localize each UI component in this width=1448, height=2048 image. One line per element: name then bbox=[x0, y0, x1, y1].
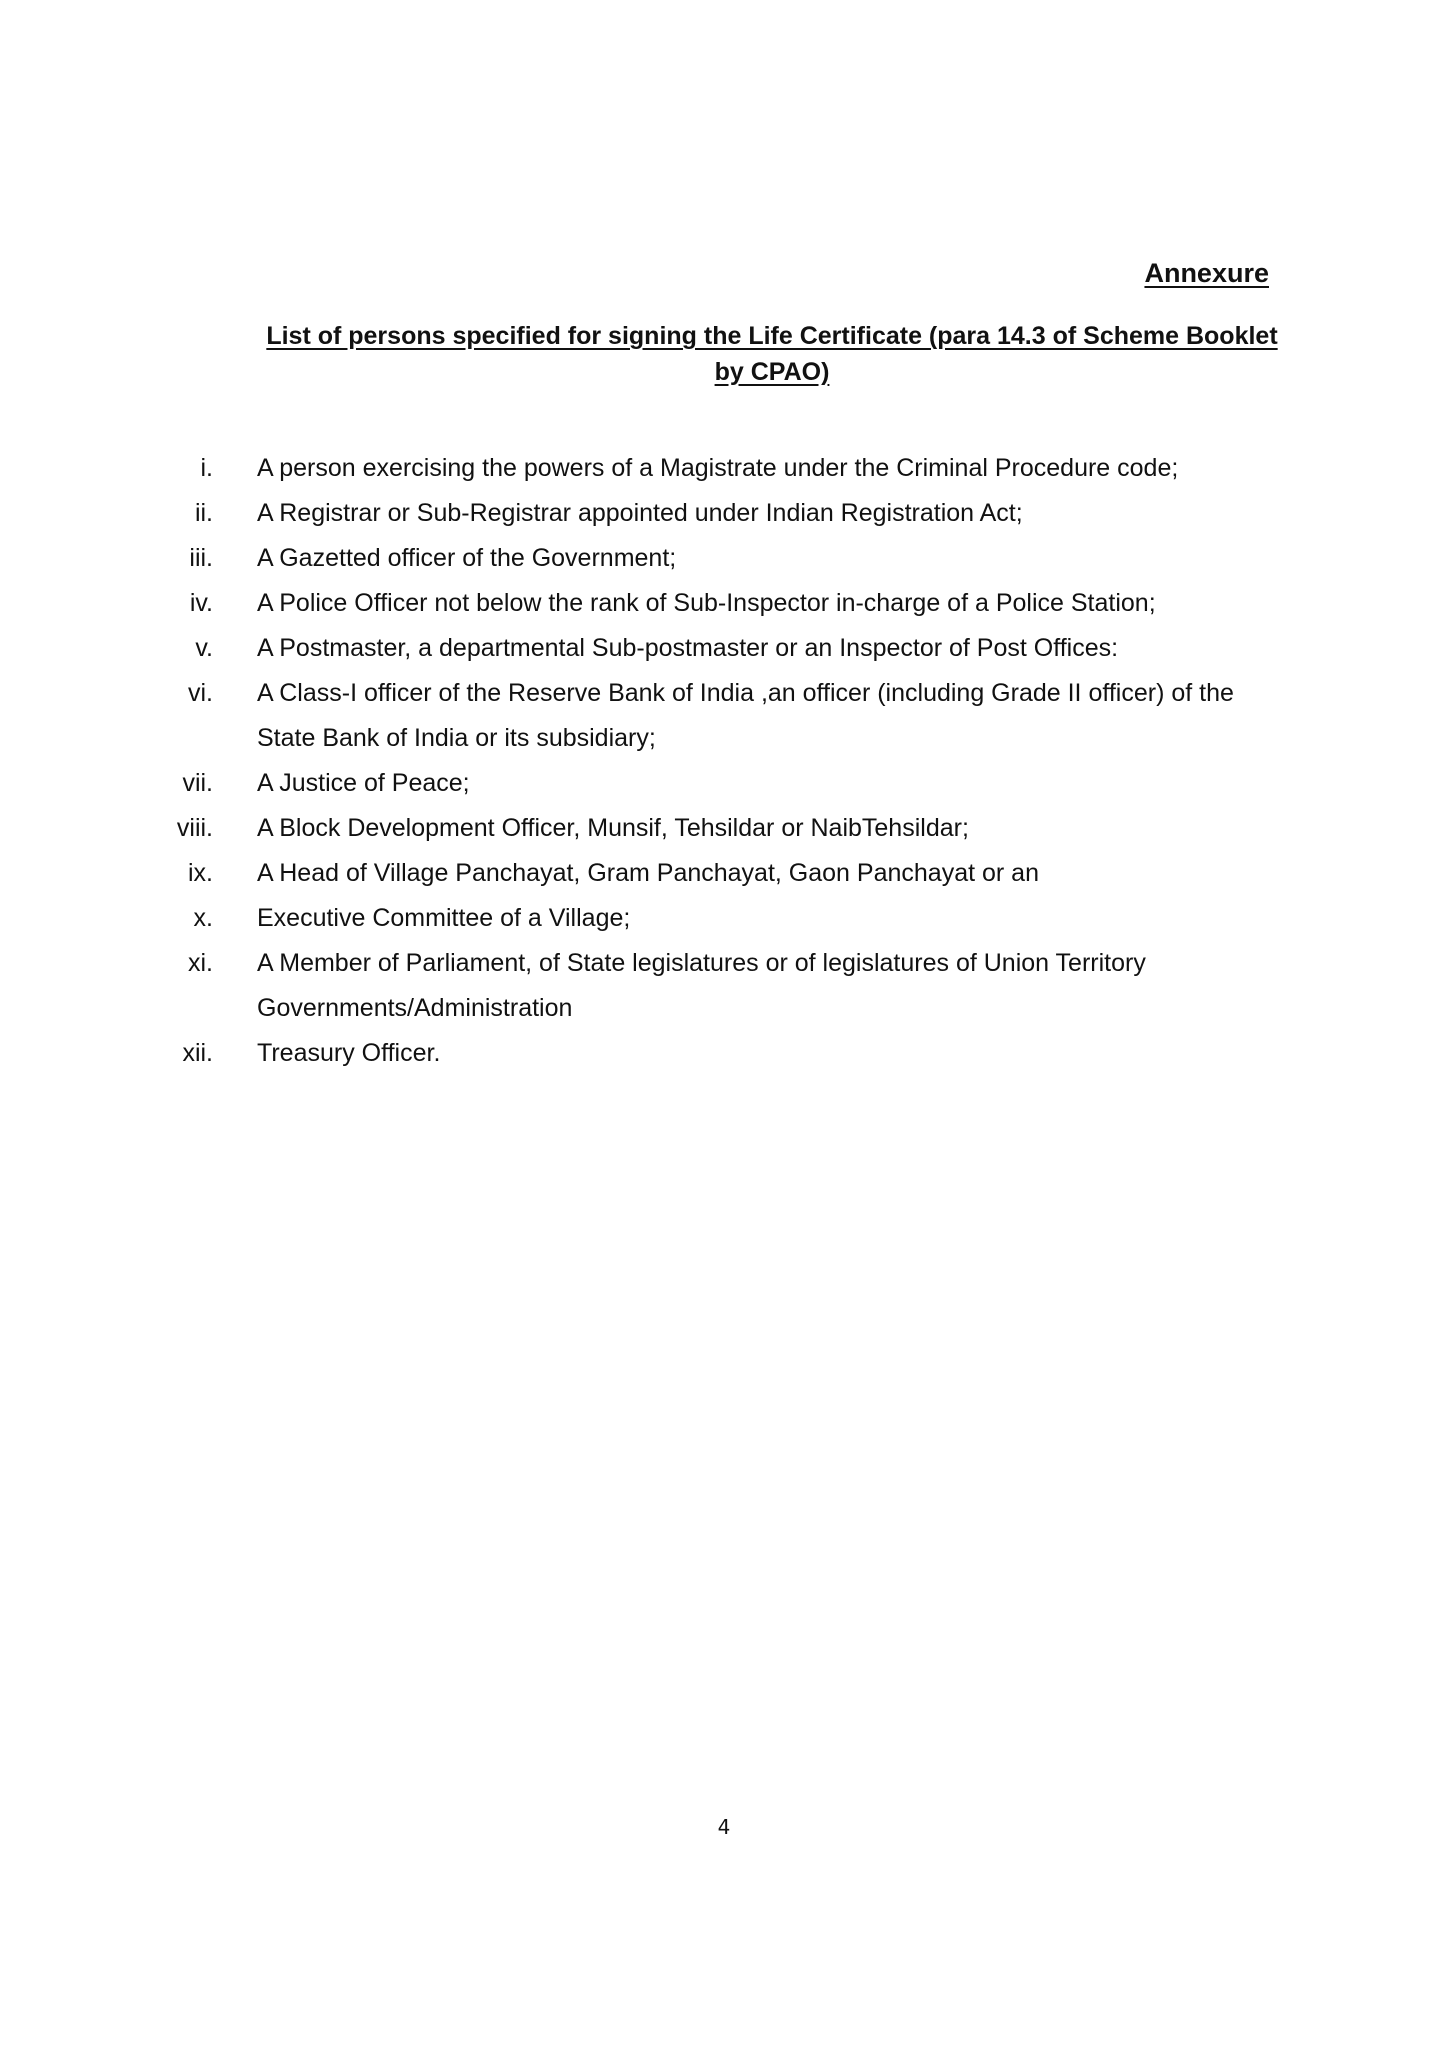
list-item-text: A Registrar or Sub-Registrar appointed under Indian Registration Act; bbox=[257, 499, 1023, 527]
list-item bbox=[0, 941, 1448, 1031]
list-item-number: v. bbox=[195, 634, 213, 662]
list-item bbox=[0, 806, 1448, 851]
list-item-text: A Justice of Peace; bbox=[257, 769, 470, 797]
list-item-text: Treasury Officer. bbox=[257, 1039, 441, 1067]
list-item-text: A Postmaster, a departmental Sub-postmaster or an Inspector of Post Offices: bbox=[257, 634, 1119, 662]
list-item bbox=[0, 761, 1448, 806]
list-item bbox=[0, 446, 1448, 491]
list-item-text: A Class-I officer of the Reserve Bank of India ,an officer (including Grade II officer) of the State Bank of India or its subsidiary; bbox=[257, 679, 1234, 752]
list-item bbox=[0, 896, 1448, 941]
list-item-number: xii. bbox=[182, 1039, 213, 1067]
list-item-number: iv. bbox=[189, 589, 213, 617]
page-number: 4 bbox=[717, 1815, 731, 1839]
list-item bbox=[0, 1031, 1448, 1076]
list-item-number: x. bbox=[193, 904, 213, 932]
list-item bbox=[0, 491, 1448, 536]
list-item-number: viii. bbox=[176, 814, 213, 842]
list-item-text: A Gazetted officer of the Government; bbox=[257, 544, 677, 572]
list-item-text: A Block Development Officer, Munsif, Tehsildar or NaibTehsildar; bbox=[257, 814, 969, 842]
persons-list bbox=[0, 446, 1448, 1076]
list-item bbox=[0, 671, 1448, 761]
list-item-number: ii. bbox=[194, 499, 213, 527]
list-item bbox=[0, 851, 1448, 896]
annexure-heading: Annexure bbox=[1144, 258, 1269, 288]
list-item-text: Executive Committee of a Village; bbox=[257, 904, 631, 932]
list-item bbox=[0, 536, 1448, 581]
list-item bbox=[0, 581, 1448, 626]
list-item-number: ix. bbox=[188, 859, 213, 887]
list-item-number: iii. bbox=[189, 544, 213, 572]
list-item-text: A person exercising the powers of a Magistrate under the Criminal Procedure code; bbox=[257, 454, 1179, 482]
list-item-text: A Member of Parliament, of State legislatures or of legislatures of Union Territory Governments/Administration bbox=[257, 949, 1146, 1022]
list-title: List of persons specified for signing the Life Certificate (para 14.3 of Scheme Booklet by CPAO) bbox=[266, 322, 1278, 386]
list-item-text: A Police Officer not below the rank of Sub-Inspector in-charge of a Police Station; bbox=[257, 589, 1156, 617]
list-item-number: vii. bbox=[182, 769, 213, 797]
list-item-number: vi. bbox=[188, 679, 213, 707]
list-item bbox=[0, 626, 1448, 671]
list-item-number: xi. bbox=[188, 949, 213, 977]
list-item-number: i. bbox=[200, 454, 213, 482]
list-item-text: A Head of Village Panchayat, Gram Panchayat, Gaon Panchayat or an bbox=[257, 859, 1039, 887]
